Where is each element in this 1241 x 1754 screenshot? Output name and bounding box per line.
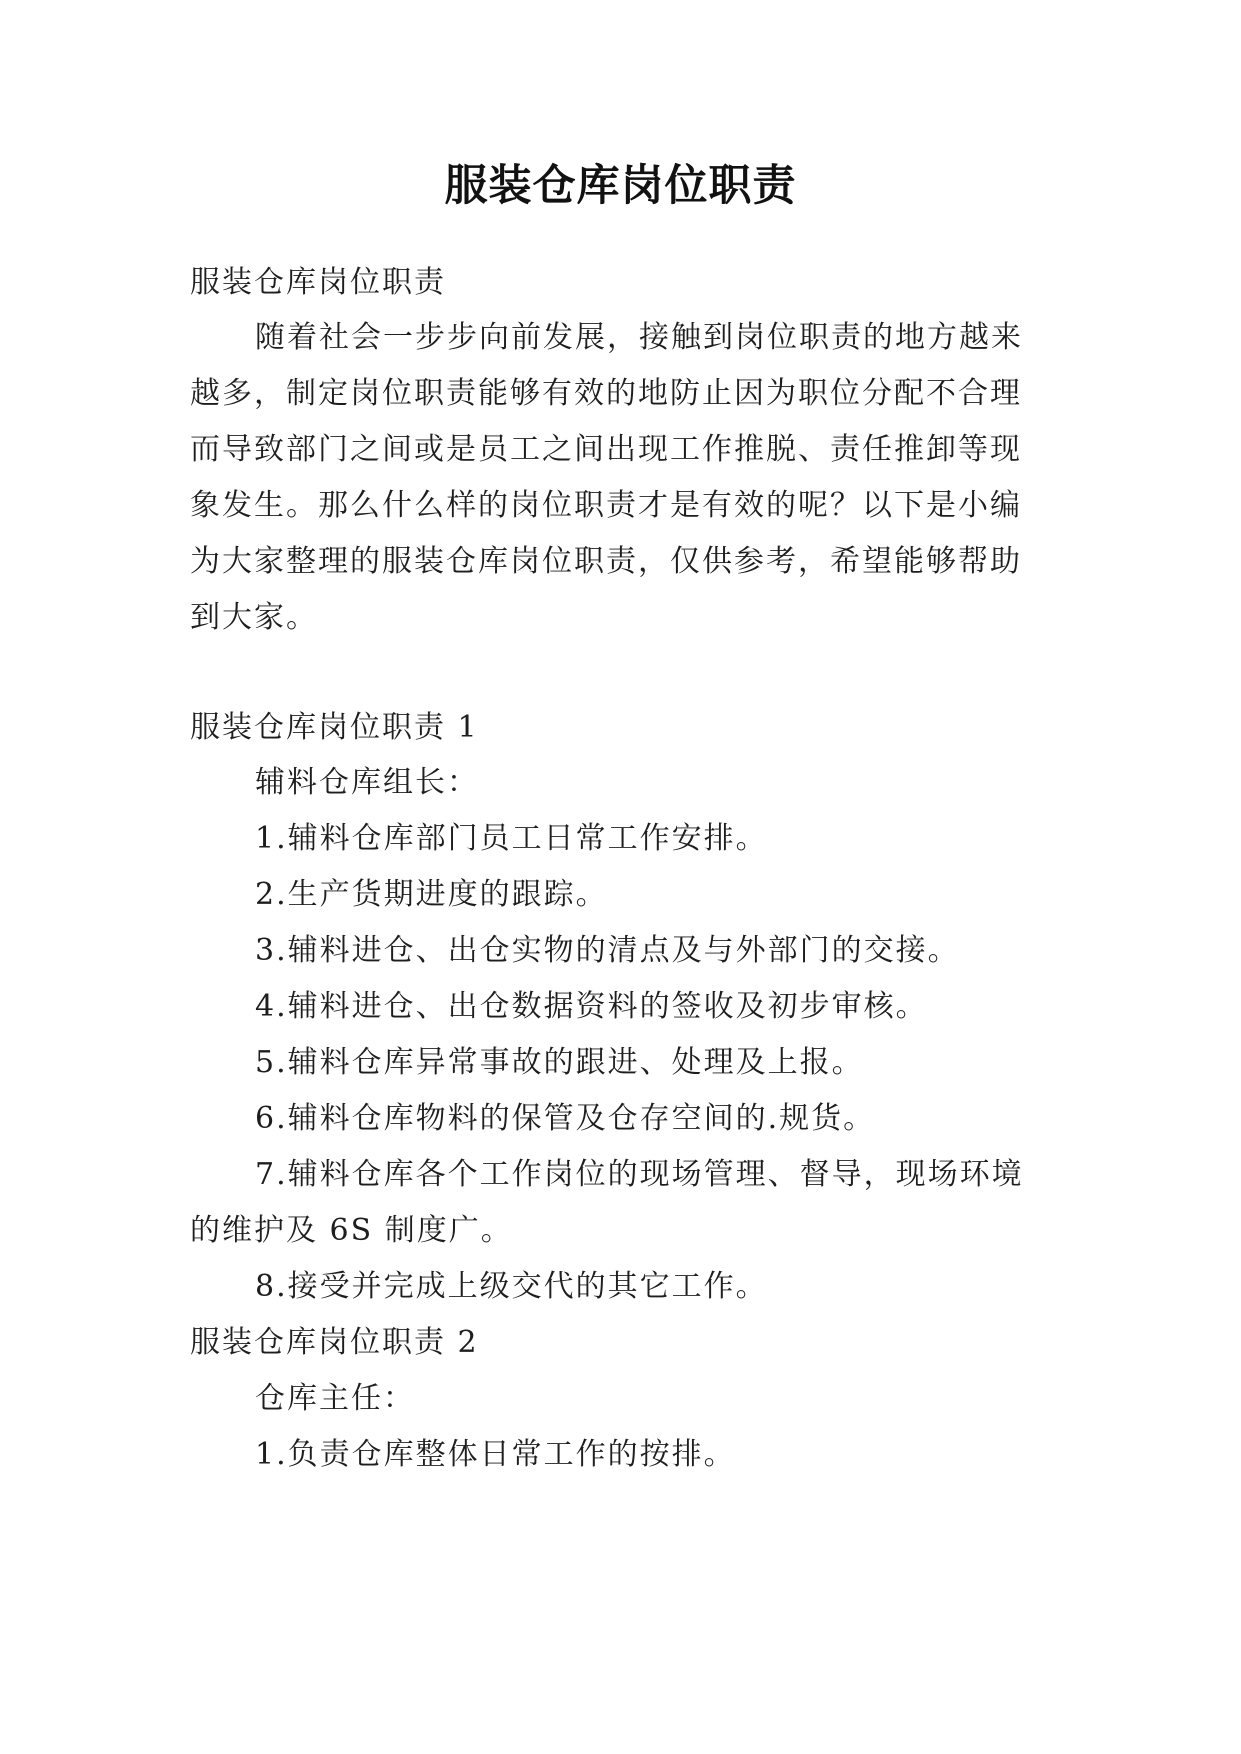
intro-line: 越多，制定岗位职责能够有效的地防止因为职位分配不合理 xyxy=(190,376,1022,411)
section-heading: 服装仓库岗位职责 2 xyxy=(190,1325,479,1360)
role-label: 仓库主任： xyxy=(255,1381,415,1416)
duty-item: 3.辅料进仓、出仓实物的清点及与外部门的交接。 xyxy=(255,933,960,968)
document-subtitle: 服装仓库岗位职责 xyxy=(190,265,446,300)
role-label: 辅料仓库组长： xyxy=(255,765,479,800)
intro-line: 随着社会一步步向前发展，接触到岗位职责的地方越来 xyxy=(255,320,1023,355)
intro-line: 而导致部门之间或是员工之间出现工作推脱、责任推卸等现 xyxy=(190,432,1022,467)
duty-item: 7.辅料仓库各个工作岗位的现场管理、督导，现场环境 xyxy=(255,1157,1024,1192)
duty-item: 8.接受并完成上级交代的其它工作。 xyxy=(255,1269,768,1304)
duty-item: 4.辅料进仓、出仓数据资料的签收及初步审核。 xyxy=(255,989,928,1024)
duty-item-continuation: 的维护及 6S 制度广。 xyxy=(190,1213,513,1248)
duty-item: 6.辅料仓库物料的保管及仓存空间的.规货。 xyxy=(255,1101,876,1136)
duty-item: 1.辅料仓库部门员工日常工作安排。 xyxy=(255,821,768,856)
intro-line: 到大家。 xyxy=(190,600,318,635)
section-heading: 服装仓库岗位职责 1 xyxy=(190,710,479,745)
duty-item: 5.辅料仓库异常事故的跟进、处理及上报。 xyxy=(255,1045,864,1080)
duty-item: 1.负责仓库整体日常工作的按排。 xyxy=(255,1437,736,1472)
duty-item: 2.生产货期进度的跟踪。 xyxy=(255,877,608,912)
intro-line: 象发生。那么什么样的岗位职责才是有效的呢？以下是小编 xyxy=(190,488,1022,523)
intro-line: 为大家整理的服装仓库岗位职责，仅供参考，希望能够帮助 xyxy=(190,544,1022,579)
document-title: 服装仓库岗位职责 xyxy=(444,161,797,211)
